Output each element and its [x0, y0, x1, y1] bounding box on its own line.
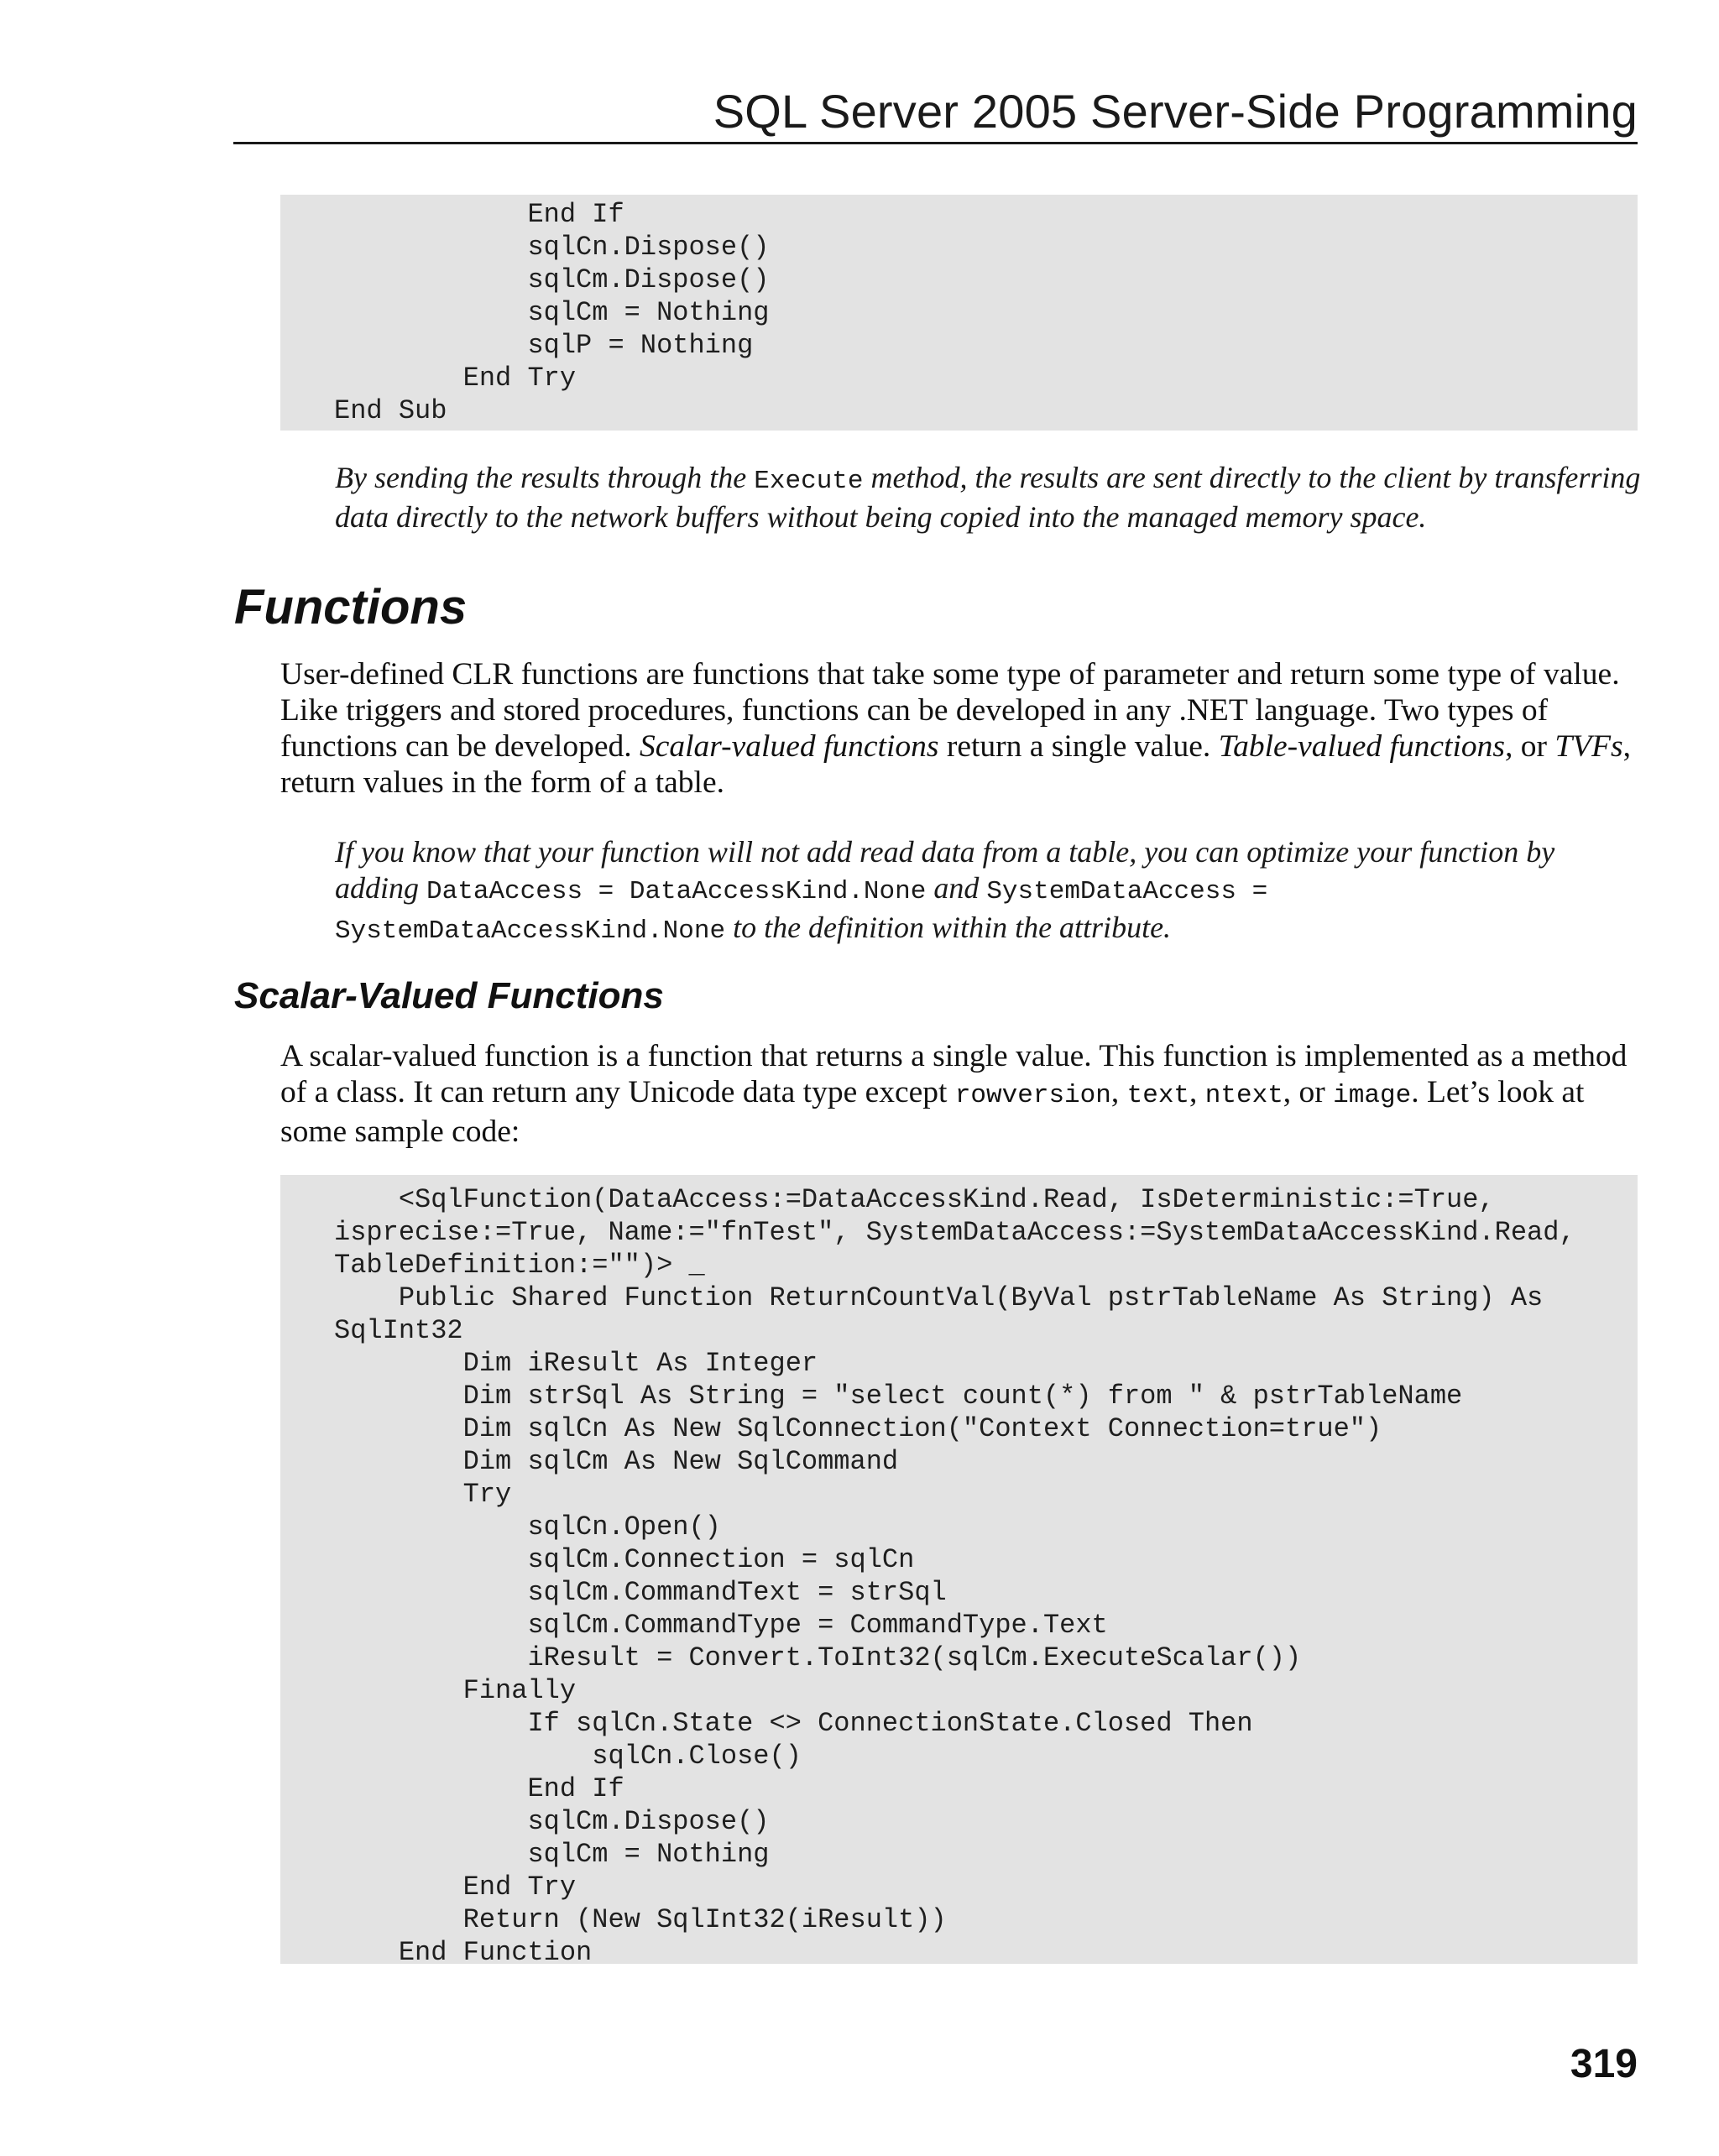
section-heading-functions: Functions [234, 580, 468, 634]
note-execute-method [335, 460, 1644, 535]
code-line: sqlCm = Nothing [334, 297, 770, 328]
code-line: Dim iResult As Integer [334, 1348, 818, 1379]
note-text: and [926, 871, 987, 905]
body-paragraph-scalar [280, 1038, 1648, 1150]
code-line: Return (New SqlInt32(iResult)) [334, 1904, 947, 1935]
code-line: End Sub [334, 395, 447, 426]
code-line: Finally [334, 1675, 577, 1706]
note-text: If you know that your function will not add read data from a table, you can optimize your function by adding [335, 835, 1555, 905]
code-block-2 [280, 1175, 1638, 1968]
subsection-heading-scalar-valued-functions: Scalar-Valued Functions [234, 975, 664, 1016]
note-text: method, the results are sent directly to the client by transferring data directly to the network buffers without being copied into the managed memory space. [335, 461, 1641, 534]
body-text: or [1513, 729, 1555, 764]
note-text: By sending the results through the [335, 461, 755, 494]
code-line: Try [334, 1479, 512, 1510]
body-paragraph-functions [280, 656, 1648, 801]
code-line: End Try [334, 1871, 577, 1903]
code-line: SqlInt32 [334, 1315, 463, 1346]
page-number: 319 [1570, 2042, 1638, 2086]
code-line: End Try [334, 363, 577, 394]
code-line: sqlCm.CommandType = CommandType.Text [334, 1610, 1108, 1641]
code-line: Dim sqlCm As New SqlCommand [334, 1446, 899, 1477]
running-header-title: SQL Server 2005 Server-Side Programming [713, 85, 1638, 138]
code-line: End If [334, 1773, 624, 1804]
code-line: sqlCn.Dispose() [334, 232, 770, 263]
emphasis-text: Scalar-valued functions [639, 729, 939, 764]
emphasis-text: Table-valued functions, [1218, 729, 1513, 764]
body-text: , return values in the form of a table. [280, 729, 1631, 800]
inline-code: text [1126, 1081, 1190, 1110]
code-line: sqlCm.Dispose() [334, 264, 770, 295]
code-line: sqlCm = Nothing [334, 1839, 770, 1870]
inline-code: image [1333, 1081, 1412, 1110]
code-line: sqlCm.Connection = sqlCn [334, 1544, 915, 1575]
code-line: End If [334, 199, 624, 230]
running-header [233, 84, 1638, 144]
body-text: , or [1283, 1075, 1334, 1109]
inline-code: ntext [1204, 1081, 1283, 1110]
code-line: iResult = Convert.ToInt32(sqlCm.ExecuteScalar()) [334, 1642, 1302, 1673]
note-text: to the definition within the attribute. [725, 911, 1172, 944]
body-text: A scalar-valued function is a function that returns a single value. This function is implemented as a method of a class. It can return any Unicode data type except [280, 1039, 1628, 1109]
code-line: End Function [334, 1937, 593, 1968]
code-line: <SqlFunction(DataAccess:=DataAccessKind.Read, IsDeterministic:=True, [334, 1184, 1495, 1215]
body-text: return a single value. [938, 729, 1219, 764]
code-block-1 [280, 195, 1638, 431]
code-line: isprecise:=True, Name:="fnTest", SystemDataAccess:=SystemDataAccessKind.Read, [334, 1217, 1575, 1248]
emphasis-text: TVFs [1554, 729, 1623, 764]
inline-code: SystemDataAccess = SystemDataAccessKind.None [335, 877, 1268, 946]
inline-code: DataAccess = DataAccessKind.None [426, 877, 927, 906]
code-line: Public Shared Function ReturnCountVal(ByVal pstrTableName As String) As [334, 1282, 1544, 1313]
code-line: sqlCm.Dispose() [334, 1806, 770, 1837]
code-line: sqlCm.CommandText = strSql [334, 1577, 947, 1608]
code-line: sqlCn.Close() [334, 1741, 802, 1772]
inline-code: rowversion [954, 1081, 1111, 1110]
note-data-access [335, 834, 1644, 949]
inline-code: Execute [754, 467, 864, 496]
body-text: User-defined CLR functions are functions that take some type of parameter and return some type of value. Like triggers and stored procedures, functions can be developed in any .NET language. Two types of functions can be developed. [280, 657, 1620, 764]
code-line: Dim sqlCn As New SqlConnection("Context Connection=true") [334, 1413, 1382, 1444]
code-line: sqlCn.Open() [334, 1511, 721, 1543]
body-text: . Let’s look at some sample code: [280, 1075, 1585, 1149]
code-line: sqlP = Nothing [334, 330, 754, 361]
code-line: Dim strSql As String = "select count(*) from " & pstrTableName [334, 1381, 1463, 1412]
code-line: If sqlCn.State <> ConnectionState.Closed Then [334, 1708, 1253, 1739]
body-text: , [1189, 1075, 1205, 1109]
code-line: TableDefinition:="")> _ [334, 1250, 705, 1281]
body-text: , [1110, 1075, 1127, 1109]
